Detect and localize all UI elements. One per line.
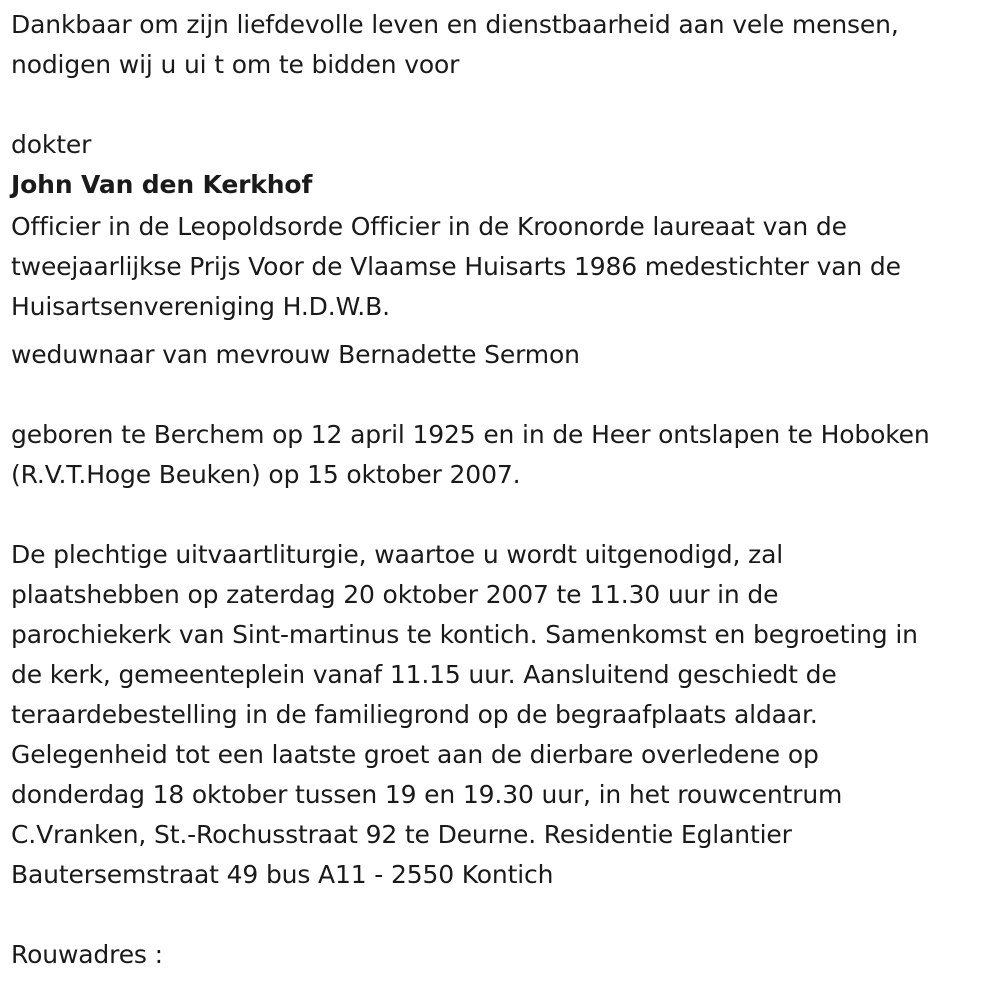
honours-line: Huisartsenvereniging H.D.W.B. [11, 292, 390, 321]
ceremony-line: parochiekerk van Sint-martinus te kontich. Samenkomst en begroeting in [11, 620, 918, 649]
ceremony-line: C.Vranken, St.-Rochusstraat 92 te Deurne. Residentie Eglantier [11, 820, 792, 849]
intro-line: nodigen wij u ui t om te bidden voor [11, 50, 460, 79]
obituary-document [11, 5, 996, 975]
ceremony-line: De plechtige uitvaartliturgie, waartoe u wordt uitgenodigd, zal [11, 540, 784, 569]
ceremony-paragraph [11, 535, 996, 895]
honours-line: Officier in de Leopoldsorde Officier in de Kroonorde laureaat van de [11, 212, 847, 241]
spouse-line: weduwnaar van mevrouw Bernadette Sermon [11, 340, 580, 369]
ceremony-line: donderdag 18 oktober tussen 19 en 19.30 uur, in het rouwcentrum [11, 780, 843, 809]
spacer [11, 895, 996, 935]
ceremony-line: Gelegenheid tot een laatste groet aan de dierbare overledene op [11, 740, 819, 769]
title-prefix: dokter [11, 130, 92, 159]
ceremony-line: de kerk, gemeenteplein vanaf 11.15 uur. Aansluitend geschiedt de [11, 660, 837, 689]
birth-death-paragraph [11, 415, 996, 495]
spacer [11, 375, 996, 415]
honours-line: tweejaarlijkse Prijs Voor de Vlaamse Huisarts 1986 medestichter van de [11, 252, 901, 281]
birth-death-line: (R.V.T.Hoge Beuken) op 15 oktober 2007. [11, 460, 521, 489]
address-label: Rouwadres : [11, 940, 163, 969]
ceremony-line: teraardebestelling in de familiegrond op de begraafplaats aldaar. [11, 700, 818, 729]
spacer [11, 495, 996, 535]
intro-paragraph [11, 5, 996, 85]
spacer [11, 85, 996, 125]
ceremony-line: plaatshebben op zaterdag 20 oktober 2007 te 11.30 uur in de [11, 580, 779, 609]
intro-line: Dankbaar om zijn liefdevolle leven en dienstbaarheid aan vele mensen, [11, 10, 899, 39]
spacer [11, 327, 996, 335]
birth-death-line: geboren te Berchem op 12 april 1925 en in de Heer ontslapen te Hoboken [11, 420, 930, 449]
ceremony-line: Bautersemstraat 49 bus A11 - 2550 Kontich [11, 860, 554, 889]
honours-paragraph [11, 207, 996, 327]
deceased-name: John Van den Kerkhof [11, 170, 313, 199]
